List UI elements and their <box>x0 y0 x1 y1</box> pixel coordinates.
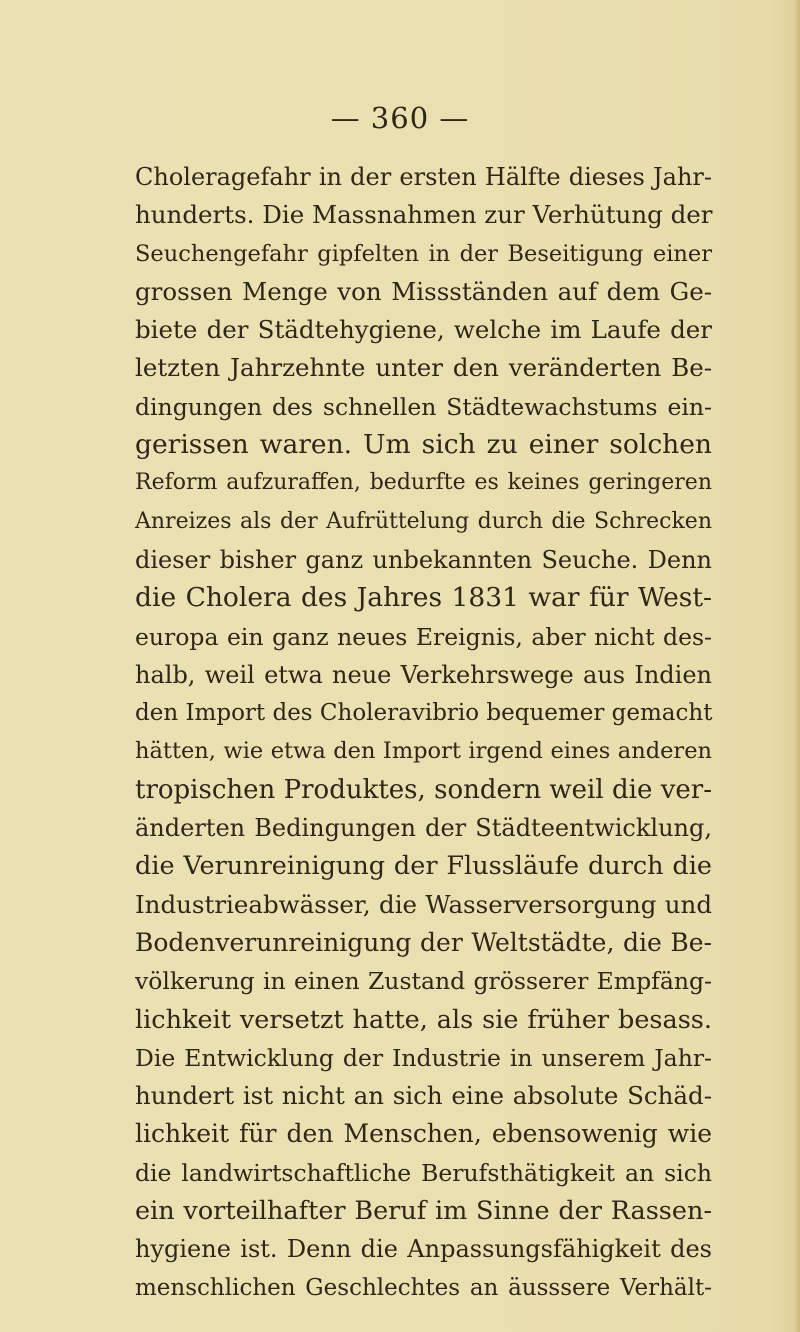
text-line: menschlichen Geschlechtes an äusssere Verhält- <box>135 1274 712 1301</box>
text-line: grossen Menge von Missständen auf dem Ge- <box>135 276 712 306</box>
text-line: hundert ist nicht an sich eine absolute Schäd- <box>135 1081 712 1111</box>
text-line: die landwirtschaftliche Berufsthätigkeit an sich <box>135 1158 712 1187</box>
page-number: — 360 — <box>330 101 470 135</box>
text-line: hunderts. Die Massnahmen zur Verhütung der <box>135 200 713 230</box>
text-line: gerissen waren. Um sich zu einer solchen <box>135 429 712 461</box>
text-line: lichkeit versetzt hatte, als sie früher besass. <box>135 1004 712 1035</box>
text-line: ein vorteilhafter Beruf im Sinne der Rassen- <box>135 1196 712 1227</box>
text-line: biete der Städtehygiene, welche im Laufe der <box>135 315 712 345</box>
text-line: den Import des Choleravibrio bequemer gemacht <box>135 700 713 727</box>
text-line: Anreizes als der Aufrüttelung durch die Schrecken <box>135 508 712 534</box>
text-line: letzten Jahrzehnte unter den veränderten Be- <box>135 353 712 383</box>
text-line: Industrieabwässer, die Wasserversorgung und <box>135 889 712 919</box>
text-line: änderten Bedingungen der Städteentwicklung, <box>135 814 712 843</box>
text-line: halb, weil etwa neue Verkehrswege aus Indien <box>135 660 712 689</box>
body-text <box>135 158 712 1307</box>
page-edge <box>794 0 800 1332</box>
text-line: Bodenverunreinigung der Weltstädte, die Be- <box>135 927 712 957</box>
text-line: lichkeit für den Menschen, ebensowenig wie <box>135 1119 712 1149</box>
text-line: europa ein ganz neues Ereignis, aber nicht des- <box>135 622 712 651</box>
text-line: dieser bisher ganz unbekannten Seuche. Denn <box>135 545 712 574</box>
text-line: völkerung in einen Zustand grösserer Empfäng- <box>135 967 712 996</box>
text-line: die Verunreinigung der Flussläufe durch die <box>135 851 712 882</box>
text-line: Reform aufzuraffen, bedurfte es keines geringeren <box>135 470 712 496</box>
text-line: hätten, wie etwa den Import irgend eines anderen <box>135 738 712 765</box>
text-line: tropischen Produktes, sondern weil die ver- <box>135 774 712 805</box>
text-line: die Cholera des Jahres 1831 war für West- <box>135 582 712 614</box>
text-line: dingungen des schnellen Städtewachstums ein- <box>135 392 712 421</box>
text-line: Seuchengefahr gipfelten in der Beseitigung einer <box>135 240 712 267</box>
text-line: Die Entwicklung der Industrie in unserem Jahr- <box>135 1043 712 1072</box>
text-line: Choleragefahr in der ersten Hälfte dieses Jahr- <box>135 163 712 191</box>
text-line: hygiene ist. Denn die Anpassungsfähigkeit des <box>135 1235 712 1264</box>
